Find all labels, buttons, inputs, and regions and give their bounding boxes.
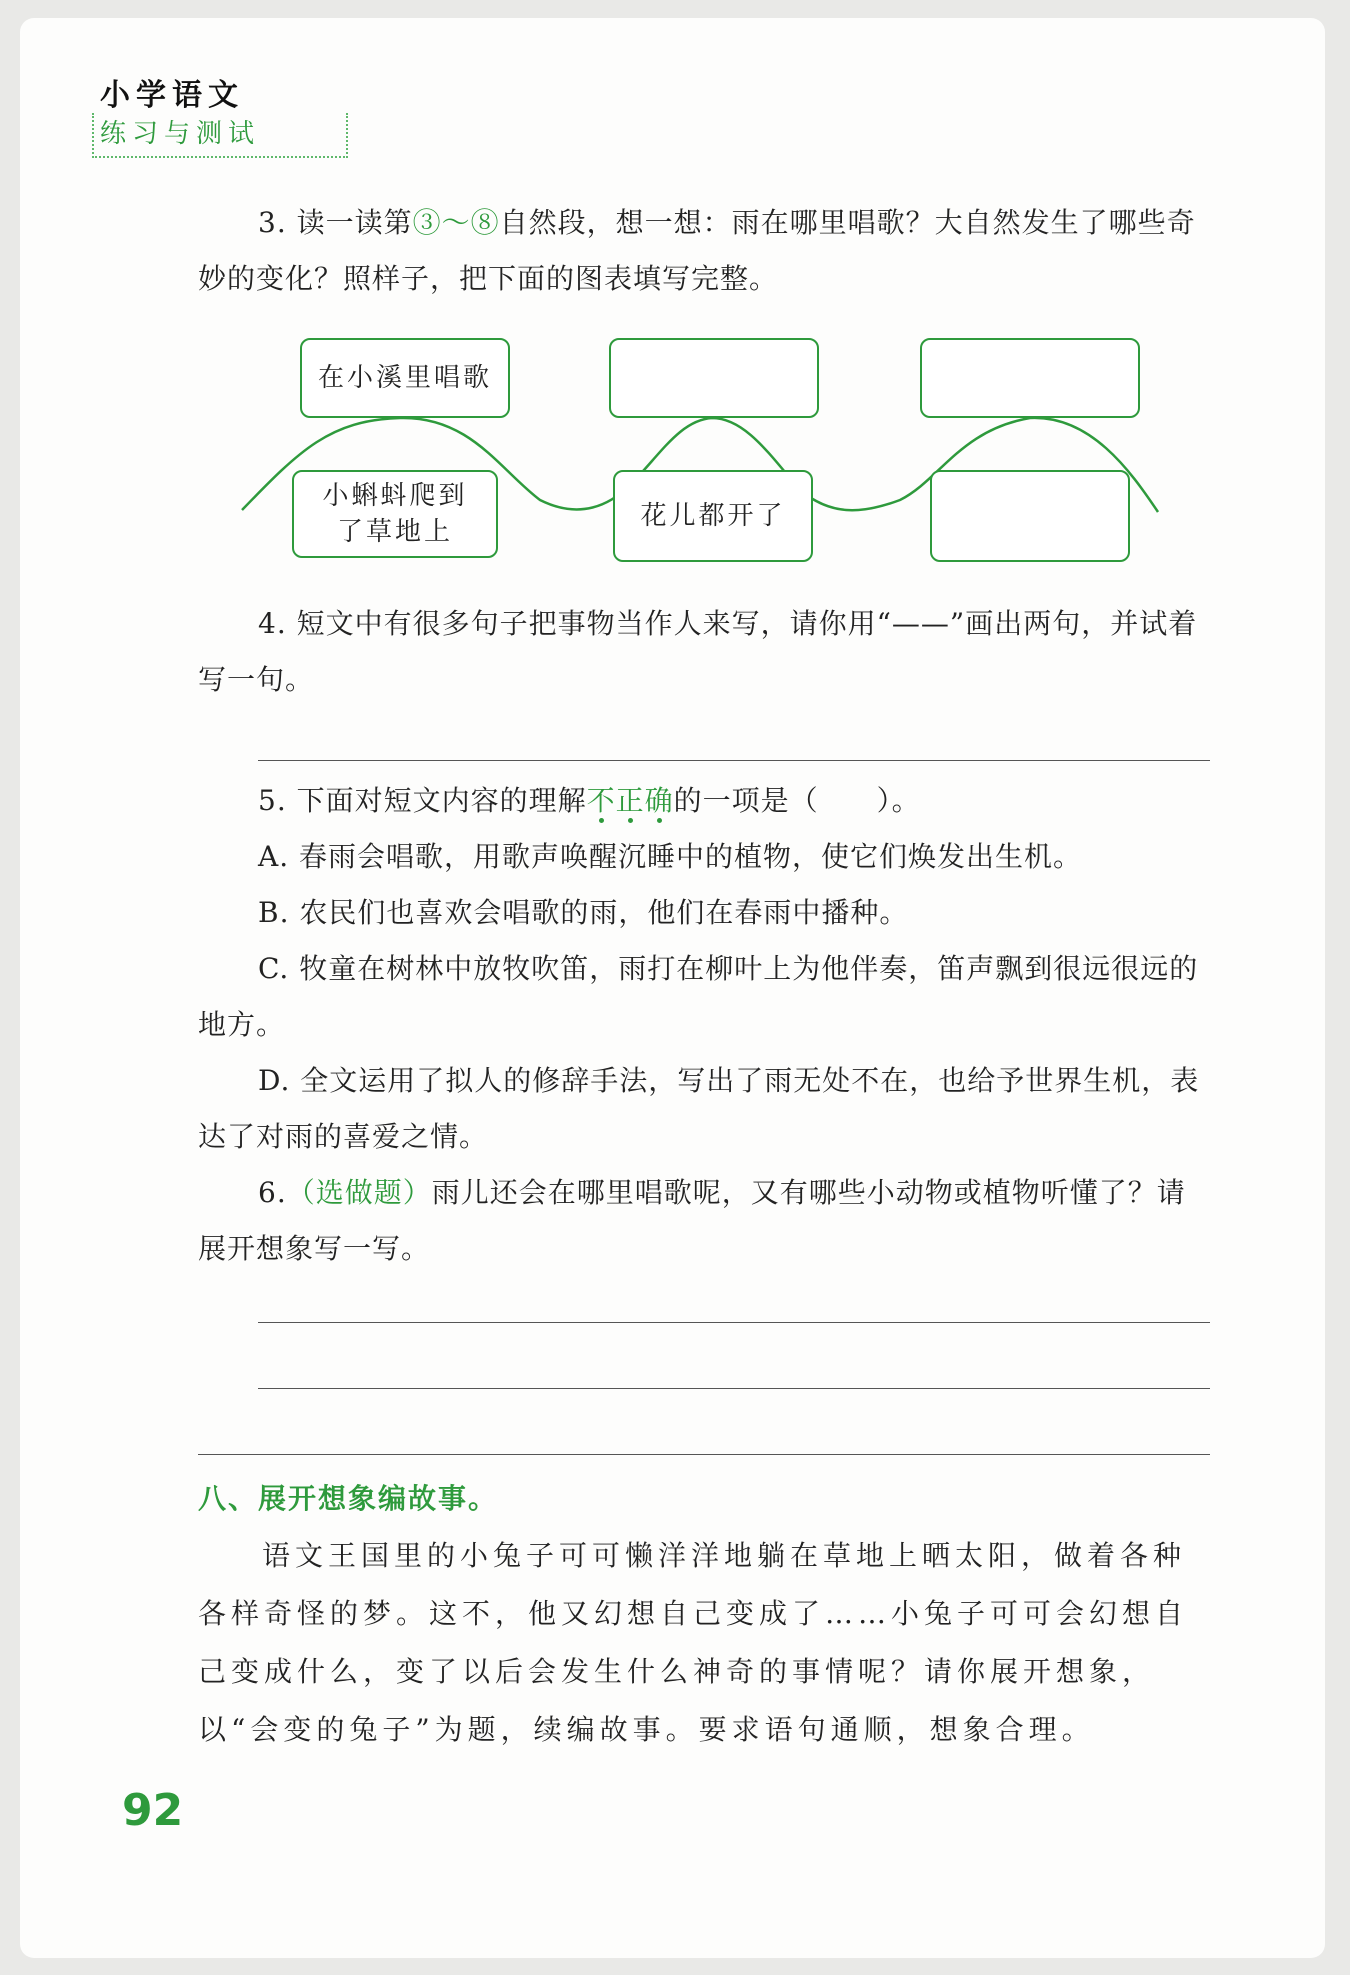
- question-4: 4. 短文中有很多句子把事物当作人来写，请你用“——”画出两句，并试着写一句。: [198, 607, 1198, 696]
- question-6-text: 雨儿还会在哪里唱歌呢，又有哪些小动物或植物听懂了？请展开想象写一写。: [198, 1176, 1186, 1265]
- book-subtitle: 练习与测试: [92, 113, 348, 158]
- diagram-bottom-box-2: 花儿都开了: [613, 470, 813, 562]
- paragraph-range: ③～⑧: [412, 206, 500, 239]
- optional-tag: （选做题）: [286, 1176, 432, 1209]
- section-8-prompt: 语文王国里的小兔子可可懒洋洋地躺在草地上晒太阳，做着各种各样奇怪的梦。这不，他又幻想自己变成了……小兔子可可会幻想自己变成什么，变了以后会发生什么神奇的事情呢？请你展开想象，以“会变的兔子”为题，续编故事。要求语句通顺，想象合理。: [198, 1539, 1189, 1746]
- question-6-number: 6.: [258, 1176, 287, 1209]
- answer-line-q4[interactable]: [258, 760, 1210, 761]
- question-3-post: 自然段，想一想：雨在哪里唱歌？大自然发生了哪些奇妙的变化？照样子，把下面的图表填写完整。: [198, 206, 1196, 295]
- diagram-top-box-1: 在小溪里唱歌: [300, 338, 510, 418]
- question-6: [198, 1165, 1210, 1277]
- diagram-top-box-2[interactable]: [609, 338, 819, 418]
- emphasis-char-1: 不: [587, 784, 616, 817]
- answer-line-q6-2[interactable]: [258, 1388, 1210, 1389]
- emphasis-char-2: 正: [616, 784, 645, 817]
- section-8-title: 八、展开想象编故事。: [198, 1482, 499, 1515]
- emphasis-char-3: 确: [645, 784, 674, 817]
- question-5: [198, 773, 1210, 829]
- diagram-bottom-box-1: 小蝌蚪爬到了草地上: [292, 470, 498, 558]
- book-title: 小学语文: [100, 78, 244, 113]
- question-5-post: 的一项是（ ）。: [673, 784, 921, 817]
- question-3-number: 3.: [258, 206, 287, 239]
- answer-line-q6-3[interactable]: [198, 1454, 1210, 1455]
- page-number: 92: [122, 1785, 184, 1836]
- question-5-pre: 5. 下面对短文内容的理解: [258, 784, 587, 817]
- question-3-pre: 读一读第: [296, 206, 413, 239]
- diagram-top-box-3[interactable]: [920, 338, 1140, 418]
- option-d[interactable]: D. 全文运用了拟人的修辞手法，写出了雨无处不在，也给予世界生机，表达了对雨的喜爱之情。: [198, 1064, 1200, 1153]
- option-c[interactable]: C. 牧童在树林中放牧吹笛，雨打在柳叶上为他伴奏，笛声飘到很远很远的地方。: [198, 952, 1199, 1041]
- diagram-bottom-box-3[interactable]: [930, 470, 1130, 562]
- option-a[interactable]: A. 春雨会唱歌，用歌声唤醒沉睡中的植物，使它们焕发出生机。: [258, 840, 1083, 873]
- answer-line-q6-1[interactable]: [258, 1322, 1210, 1323]
- option-b[interactable]: B. 农民们也喜欢会唱歌的雨，他们在春雨中播种。: [258, 896, 909, 929]
